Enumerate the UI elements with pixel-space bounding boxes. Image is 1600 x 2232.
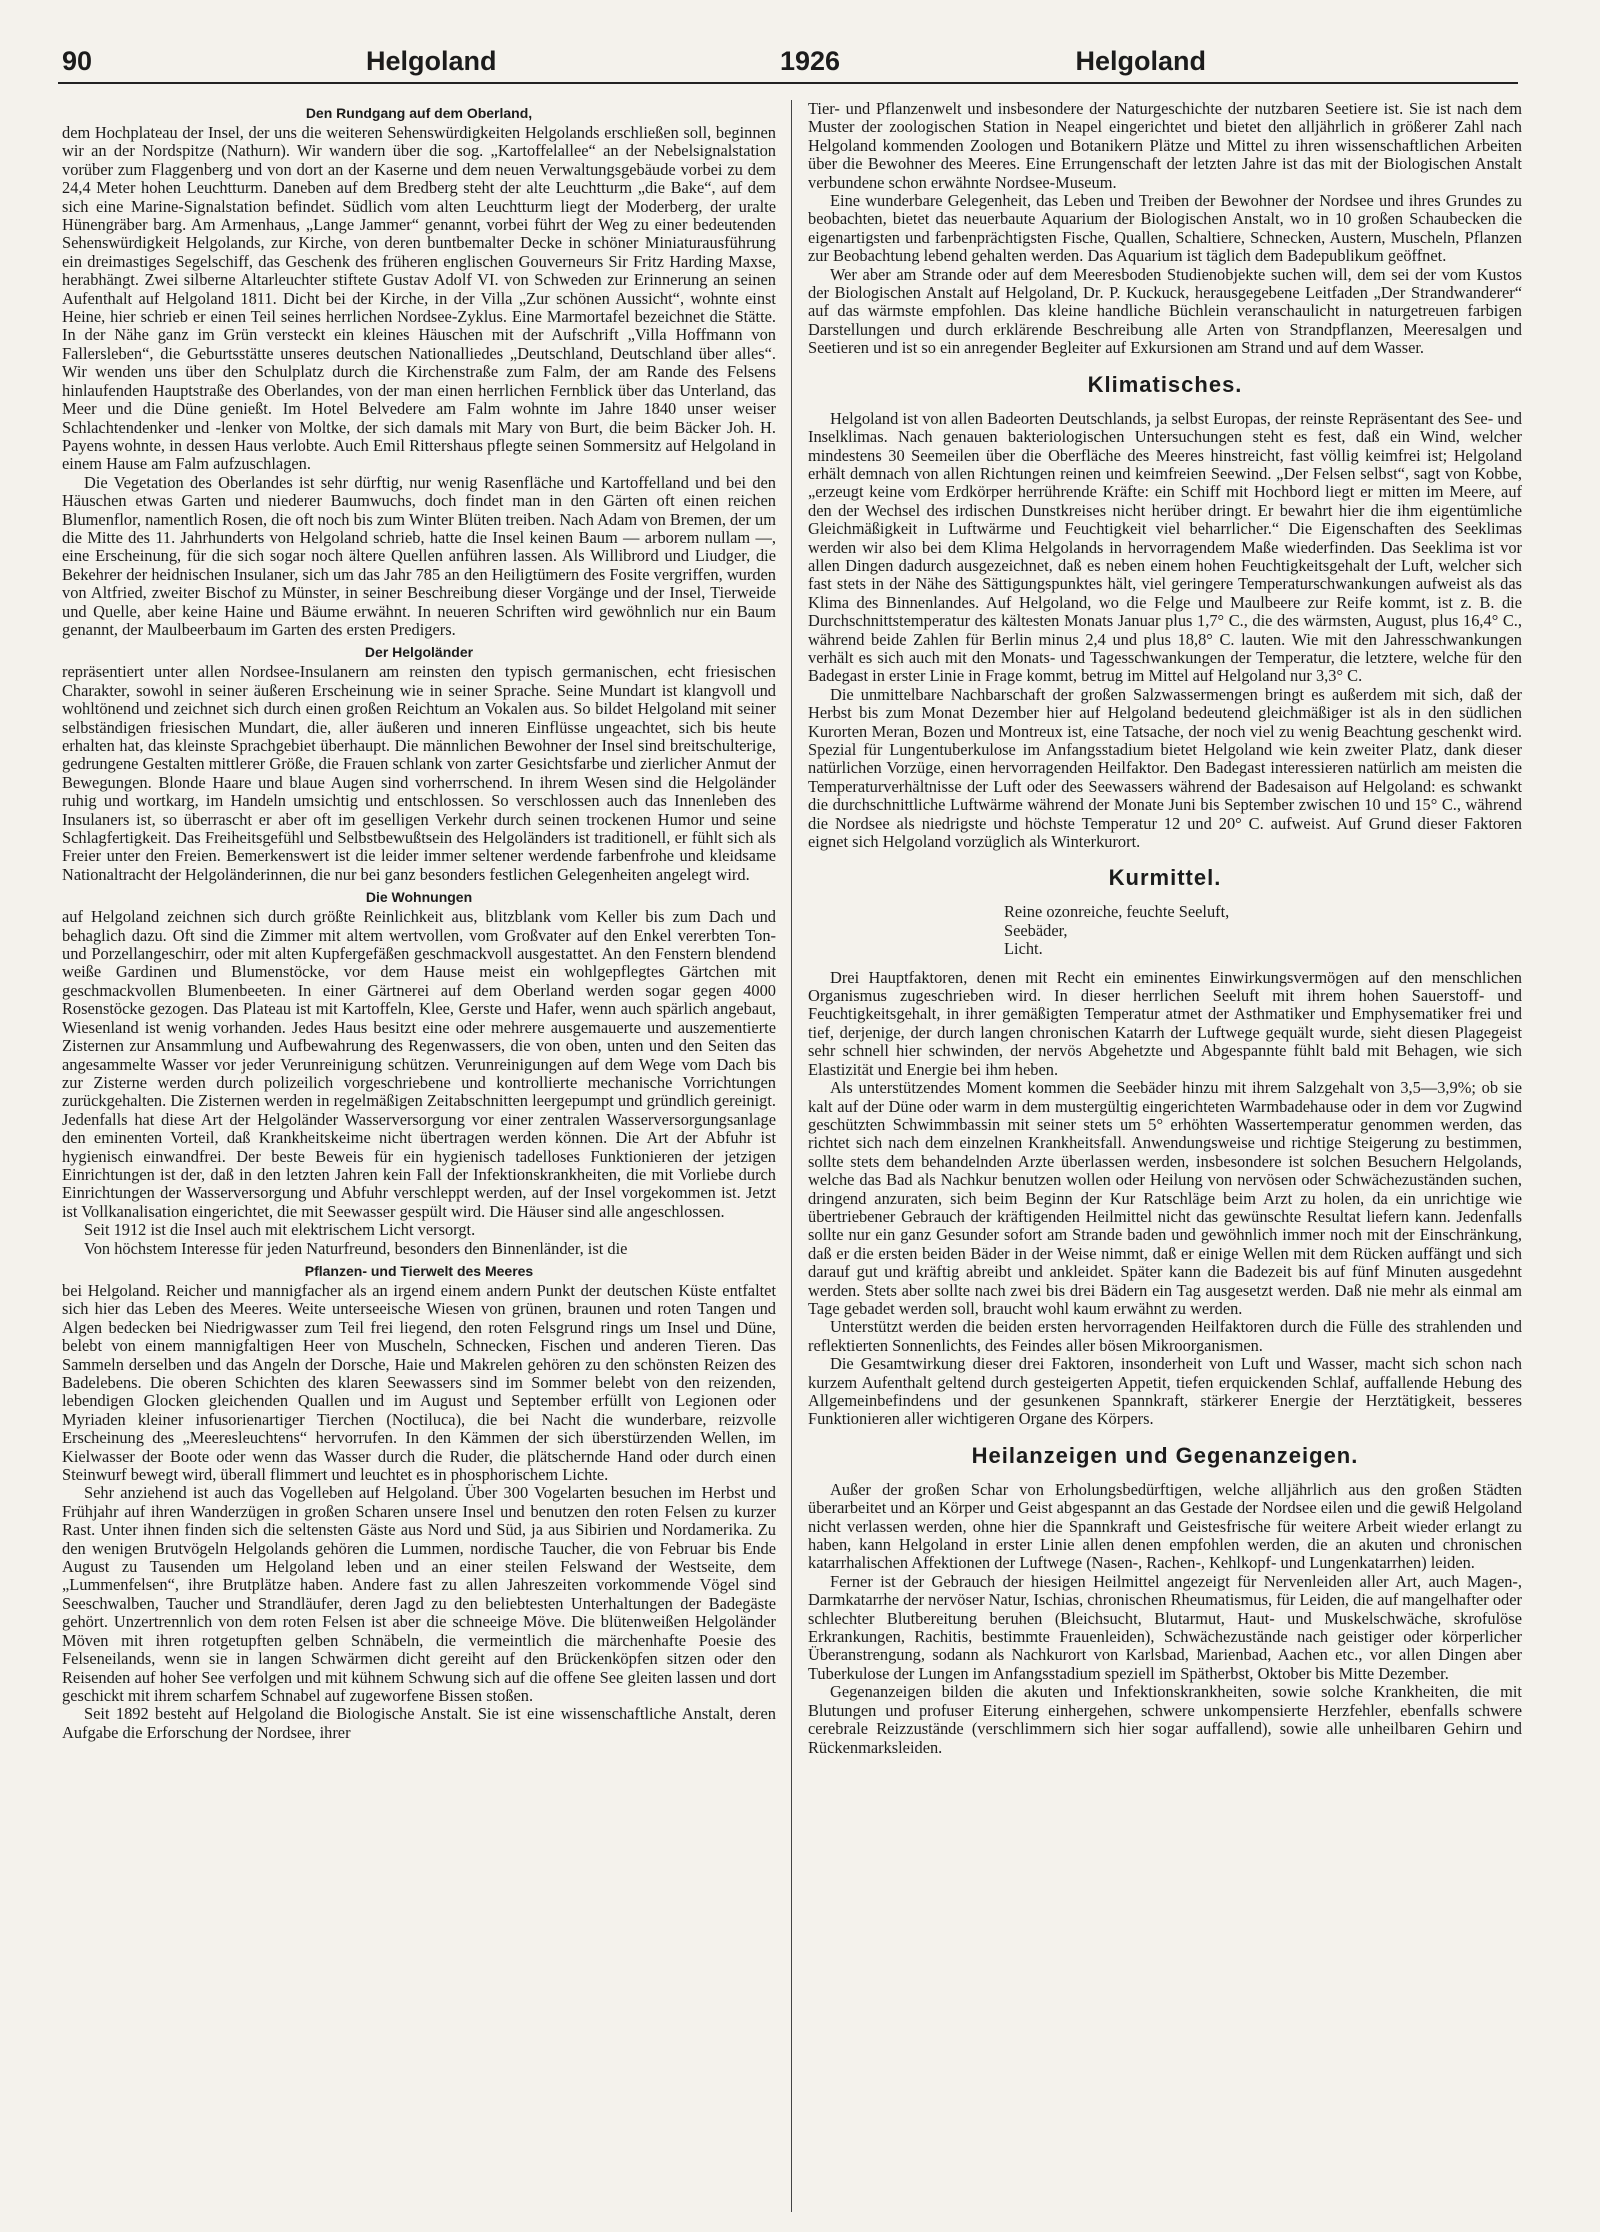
running-title-right: Helgoland <box>1075 46 1206 76</box>
paragraph: Unterstützt werden die beiden ersten hervorragenden Heilfaktoren durch die Fülle des strahlenden und reflektierten Sonnenlichts, des Feindes aller bösen Mikroorganismen. <box>808 1317 1522 1355</box>
paragraph: Eine wunderbare Gelegenheit, das Leben und Treiben der Bewohner der Nordsee und ihres Grundes zu beobachten, bietet das neuerbaute Aquarium der Biologischen Anstalt, wo in 10 großen Schaubecken die eigenartigsten und farbenprächtigsten Fische, Quallen, Schaltiere, Schnecken, Austern, Muscheln, Pflanzen zur Beobachtung lebend gehalten werden. Das Aquarium ist täglich dem Badepublikum geöffnet. <box>808 191 1522 266</box>
paragraph: Seit 1912 ist die Insel auch mit elektrischem Licht versorgt. <box>84 1220 476 1240</box>
heading-pflanzen-tierwelt: Pflanzen- und Tierwelt des Meeres <box>304 1262 534 1279</box>
right-column <box>808 100 1522 2212</box>
list-item: Reine ozonreiche, feuchte Seeluft, <box>1004 902 1230 922</box>
paragraph: Drei Hauptfaktoren, denen mit Recht ein eminentes Einwirkungsvermögen auf den menschlichen Organismus zugeschrieben wird. In dieser herrlichen Seeluft mit ihrem hohen Sauerstoff- und Feuchtigkeitsgehalt, in ihrer gemäßigten Temperatur atmet der Asthmatiker und Emphysematiker frei und tief, derjenige, der durch langen chronischen Katarrh der Luftwege gequält wurde, sieht diesen Plagegeist sehr schnell hier schwinden, der nervös Abgehetzte und Abgespannte fühlt bald mit Behagen, wie sich Elastizität und Energie bei ihm heben. <box>808 967 1522 1079</box>
heading-heilanzeigen: Heilanzeigen und Gegenanzeigen. <box>971 1442 1359 1468</box>
paragraph: Sehr anziehend ist auch das Vogelleben auf Helgoland. Über 300 Vogelarten besuchen im Herbst und Frühjahr auf ihren Wanderzügen in großen Scharen unsere Insel und benutzen den roten Felsen zu kurzer Rast. Unter ihnen finden sich die seltensten Gäste aus Nord und Süd, ja aus Sibirien und Nordamerika. Zu den wenigen Brutvögeln Helgolands gehören die Lummen, nordische Taucher, die von Februar bis Ende August zu Tausenden um Helgoland leben und an einer steilen Felswand der Westseite, dem „Lummenfelsen“, ihre Brutplätze haben. Andere fast zu allen Jahreszeiten vorkommende Vögel sind Seeschwalben, Taucher und Strandläufer, deren Jagd zu den beliebtesten Unterhaltungen der Badegäste gehört. Unzertrennlich von dem roten Felsen ist aber die schneeige Möve. Die blütenweißen Helgoländer Möven mit ihren rotgetupften gelben Schnäbeln, die vermeintlich die märchenhafte Poesie des Felseneilands, wenn sie in langen Schwärmen dicht gereiht auf den Brückenköpfen sitzen oder den Reisenden auf hoher See verfolgen und mit kühnem Schwung sich auf die offene See gleiten lassen und dort geschickt mit ihrem scharfem Schnabel auf zugeworfene Bissen stoßen. <box>62 1483 776 1705</box>
paragraph: Tier- und Pflanzenwelt und insbesondere der Naturgeschichte der nutzbaren Seetiere ist. Sie ist nach dem Muster der zoologischen Station in Neapel eingerichtet und bietet den alljährlich in größerer Zahl nach Helgoland kommenden Zoologen und Botanikern Plätze und Mittel zu ihren wissenschaftlichen Arbeiten über die Bewohner des Meeres. Eine Errungenschaft der letzten Jahre ist das mit der Biologischen Anstalt verbundene schon erwähnte Nordsee-Museum. <box>808 100 1522 192</box>
page-header <box>58 42 1518 84</box>
list-item: Licht. <box>1004 939 1043 959</box>
heading-oberland: Den Rundgang auf dem Oberland, <box>305 105 533 121</box>
column-divider <box>791 100 792 2212</box>
running-title-left: Helgoland <box>366 46 497 76</box>
page-number: 90 <box>62 46 93 76</box>
paragraph: auf Helgoland zeichnen sich durch größte Reinlichkeit aus, blitzblank vom Keller bis zum Dach und behaglich dazu. Oft sind die Zimmer mit altem wertvollen, vom Großvater auf den Enkel vererbten Ton- und Porzellangeschirr, oder mit alten Kupfergefäßen geschmackvoll ausgestattet. An den Fenstern blendend weiße Gardinen und Blumenstöcke, vor dem Hause meist ein wohlgepflegtes Gärtchen mit geschmackvollen Blumenbeeten. In einer Gärtnerei auf dem Oberland werden sogar gegen 4000 Rosenstöcke gezogen. Das Plateau ist mit Kartoffeln, Klee, Gerste und Hafer, wenn auch spärlich angebaut, Wiesenland ist wenig vorhanden. Jedes Haus besitzt eine oder mehrere ausgemauerte und auszementierte Zisternen zur Ansammlung und Aufbewahrung des Regenwassers, die von oben, unten und den Seiten das angesammelte Wasser vor jeder Verunreinigung schützen. Verunreinigungen auf dem Wege vom Dach bis zur Zisterne werden durch polizeilich vorgeschriebene und kontrollierte mechanische Vorrichtungen zurückgehalten. Die Zisternen werden in regelmäßigen Zeitabschnitten leergepumpt und gründlich gereinigt. Jedenfalls hat diese Art der Helgoländer Wasserversorgung vor einer zentralen Wasserversorgungsanlage den eminenten Vorteil, daß Krankheitskeime nicht übertragen werden können. Die Art der Abfuhr ist hygienisch einwandfrei. Der beste Beweis für ein hygienisch tadelloses Funktionieren der jetzigen Einrichtungen ist der, daß in den letzten Jahren kein Fall der Infektionskrankheiten, die mit Vorliebe durch Einrichtungen der Wasserversorgung und Abfuhr verschleppt werden, auf der Insel vorgekommen ist. Jetzt ist Vollkanalisation eingerichtet, die mit Seewasser gespült wird. Die Häuser sind alle angeschlossen. <box>62 907 776 1221</box>
paragraph: Seit 1892 besteht auf Helgoland die Biologische Anstalt. Sie ist eine wissenschaftliche Anstalt, deren Aufgabe die Erforschung der Nordsee, ihrer <box>62 1704 776 1742</box>
paragraph: Ferner ist der Gebrauch der hiesigen Heilmittel angezeigt für Nervenleiden aller Art, auch Magen-, Darmkatarrhe der nervöser Natur, Ischias, chronischen Rheumatismus, für Leiden, die auf mangelhafter oder schlechter Blutbereitung beruhen (Bleichsucht, Blutarmut, Haut- und Muskelschwäche, skrofulöse Erkrankungen, Rachitis, bestimmte Frauenleiden), Schwächezustände nach geistiger oder körperlicher Überanstrengung, sodann als Nachkurort von Karlsbad, Marienbad, Aachen etc., vor allen Dingen aber Tuberkulose der Lungen im Anfangsstadium speziell im Spätherbst, Oktober bis Mitte Dezember. <box>808 1571 1522 1683</box>
paragraph: Außer der großen Schar von Erholungsbedürftigen, welche alljährlich aus den großen Städten überarbeitet und an Körper und Geist abgespannt an das Gestade der Nordsee eilen und die gewiß Helgoland nicht verlassen werden, ohne hier die Spannkraft und Geistesfrische für weitere Arbeit wieder erlangt zu haben, kann Helgoland in erster Linie allen denen empfohlen werden, die an akuten und chronischen katarrhalischen Affektionen der Luftwege (Nasen-, Rachen-, Kehlkopf- und Lungenkatarrhen) leiden. <box>808 1479 1522 1573</box>
paragraph: Gegenanzeigen bilden die akuten und Infektionskrankheiten, sowie solche Krankheiten, die mit Blutungen und profuser Eiterung einhergehen, schwere unkompensierte Herzfehler, ebenfalls schwere cerebrale Reizzustände (verschlimmern sich hier sogar auffallend), sowie alle unheilbaren Gehirn und Rückenmarksleiden. <box>808 1682 1522 1757</box>
paragraph: Als unterstützendes Moment kommen die Seebäder hinzu mit ihrem Salzgehalt von 3,5—3,9%; ob sie kalt auf der Düne oder warm in dem mustergültig eingerichteten Warmbadehause oder in dem vor Zugwind geschützten Schwimmbassin mit seiner stets um 5° erhöhten Wassertemperatur genommen werden, das richtet sich nach dem einzelnen Krankheitsfall. Anwendungsweise und richtige Steigerung zu bestimmen, sollte stets dem behandelnden Arzte überlassen werden, insbesondere ist solchen Besuchern Helgolands, welche das Bad als Nachkur benutzen wollen oder Heilung von nervösen oder Schwächezuständen suchen, dringend anzuraten, sich beim Beginn der Kur Ratschläge beim Arzt zu holen, da ein unrichtige wie übertriebener Gebrauch der kräftigenden Heilmittel nicht das gewünschte Resultat liefern kann. Jedenfalls sollte nur ein ganz Gesunder sofort am Strande baden und gewöhnlich immer noch mit der Einschränkung, daß er die ersten beiden Bäder in der Weise nimmt, daß er einige Wellen mit dem Rücken auffängt und sich darauf gut und kräftig abreibt und ankleidet. Später kann die Badezeit bis auf fünf Minuten ausgedehnt werden. Stets aber sollte nach zwei bis drei Bädern ein Tag ausgesetzt werden. Daß nie mehr als einmal am Tage gebadet werden soll, braucht wohl kaum erwähnt zu werden. <box>808 1078 1522 1318</box>
paragraph: Wer aber am Strande oder auf dem Meeresboden Studienobjekte suchen will, dem sei der vom Kustos der Biologischen Anstalt auf Helgoland, Dr. P. Kuckuck, herausgegebene Leitfaden „Der Strandwanderer“ auf das wärmste empfohlen. Das kleine handliche Büchlein veranschaulicht in naturgetreuen farbigen Darstellungen und durch erklärende Beschreibung alle Arten von Strandpflanzen, Meeresalgen und Seetieren und ist so ein anregender Begleiter auf Exkursionen am Strand und auf dem Wasser. <box>808 264 1522 358</box>
paragraph: Die Gesamtwirkung dieser drei Faktoren, insonderheit von Luft und Wasser, macht sich schon nach kurzem Aufenthalt geltend durch gesteigerten Appetit, tiefen erquickenden Schlaf, auffallende Hebung des Allgemeinbefindens und der gesunkenen Spannkraft, stärkerer Energie der Herztätigkeit, besseres Funktionieren aller wichtigeren Organe des Körpers. <box>808 1354 1522 1429</box>
paragraph: Von höchstem Interesse für jeden Naturfreund, besonders den Binnenländer, ist die <box>84 1238 628 1258</box>
left-column <box>62 100 776 2212</box>
paragraph: bei Helgoland. Reicher und mannigfacher als an irgend einem andern Punkt der deutschen Küste entfaltet sich hier das Leben des Meeres. Weite unterseeische Wiesen von grünen, braunen und roten Tangen und Algen bedecken bei Niedrigwasser zum Teil frei liegend, den roten Felsgrund rings um Insel und Düne, belebt von einem mannigfaltigen Heer von Muscheln, Schnecken, Fischen und anderen Tieren. Das Sammeln derselben und das Angeln der Dorsche, Haie und Makrelen gehören zu den schönsten Reizen des Badelebens. Die oberen Schichten des klaren Seewassers sind im Sommer belebt von den reizenden, lebendigen Glocken gleichenden Quallen und im August und September erfüllt von Legionen oder Myriaden kleiner infusorienartiger Tierchen (Noctiluca), die bei Nacht die wunderbare, reizvolle Erscheinung des „Meeresleuchtens“ hervorrufen. In den Kämmen der sich überstürzenden Wellen, im Kielwasser der Boote oder wenn das Wasser durch die Ruder, die plätschernde Hand oder durch einen Steinwurf bewegt wird, überall flimmert und leuchtet es in phosphorischem Lichte. <box>62 1280 776 1485</box>
paragraph: Helgoland ist von allen Badeorten Deutschlands, ja selbst Europas, der reinste Repräsentant des See- und Inselklimas. Nach genauen bakteriologischen Untersuchungen steht es fest, daß ein Wind, welcher mindestens 30 Seemeilen über die Oberfläche des Meeres hinstreicht, fast völlig keimfrei ist; Helgoland erhält demnach von allen Richtungen reinen und keimfreien Seewind. „Der Felsen selbst“, sagt von Kobbe, „erzeugt keine vom Erdkörper herrührende Kräfte: ein Schiff mit Hochbord liegt er mitten im Meere, auf den der Wechsel des irdischen Dunstkreises nicht herüber dringt. Er bewahrt hier die ihm eigentümliche Gleichmäßigkeit in Luftwärme und Feuchtigkeit viel beharrlicher.“ Die Eigenschaften des Seeklimas werden wir also bei dem Klima Helgolands in hervorragendem Maße wiederfinden. Das Seeklima ist vor allen Dingen dadurch ausgezeichnet, daß es neben einem hohen Feuchtigkeitsgehalt der Luft, welcher sich fast stets in der Nähe des Sättigungspunktes hält, viel geringere Temperaturschwankungen aufweist als das Klima des Binnenlandes. Auf Helgoland, wo die Felge und Maulbeere zur Reife kommt, ist z. B. die Durchschnittstemperatur des kältesten Monats Januar plus 1,7° C., die des wärmsten, August, plus 16,4° C., während beide Zahlen für Berlin minus 2,4 und plus 18,8° C. lauten. Wie mit den Jahresschwankungen verhält es sich auch mit den Monats- und Tagesschwankungen der Temperatur, die letztere, welche für den Badegast in erster Linie in Frage kommt, betrug im Mittel auf Helgoland nur 3,3° C. <box>808 408 1522 686</box>
paragraph: Die Vegetation des Oberlandes ist sehr dürftig, nur wenig Rasenfläche und Kartoffelland und bei den Häuschen etwas Garten und niederer Baumwuchs, doch findet man in den Gärten oft einen reichen Blumenflor, namentlich Rosen, die oft noch bis zum Winter Blüten treiben. Nach Adam von Bremen, der um die Mitte des 11. Jahrhunderts von Helgoland schrieb, hatte die Insel keinen Baum — arborem nullam —, eine Erscheinung, für die sich sogar noch ältere Quellen anführen lassen. Als Willibrord und Liudger, die Bekehrer der heidnischen Insulaner, sich um das Jahr 785 an den Heiligtümern des Fosite vergriffen, wurden von Altfried, zweiter Bischof zu Münster, in seiner Beschreibung dieser Vorgänge und der Insel, Tierweide und Quelle, aber keine Haine und Bäume erwähnt. In neueren Schriften wird gewöhnlich nur ein Baum genannt, der Maulbeerbaum im Garten des ersten Predigers. <box>62 472 776 639</box>
heading-kurmittel: Kurmittel. <box>1108 865 1222 891</box>
heading-wohnungen: Die Wohnungen <box>365 889 473 906</box>
list-item: Seebäder, <box>1004 920 1068 940</box>
paragraph: Die unmittelbare Nachbarschaft der großen Salzwassermengen bringt es außerdem mit sich, daß der Herbst bis zum Monat Dezember hier auf Helgoland bedeutend gleichmäßiger ist als in den südlichen Kurorten Meran, Bozen und Montreux ist, eine Tatsache, der noch viel zu wenig Beachtung geschenkt wird. Spezial für Lungentuberkulose im Anfangsstadium bietet Helgoland wie kein zweiter Platz, dank dieser natürlichen Vorzüge, einen hervorragenden Heilfaktor. Den Badegast interessieren natürlich am meisten die Temperaturverhältnisse der Luft oder des Seewassers während der Badesaison auf Helgoland: es schwankt die durchschnittliche Luftwärme während der Monate Juni bis September zwischen 10 und 15° C., während die Nordsee als niedrigste und höchste Temperatur 12 und 20° C. aufweist. Auf Grund dieser Faktoren eignet sich Helgoland vorzüglich als Winterkurort. <box>808 684 1522 852</box>
heading-helgolaender: Der Helgoländer <box>364 644 474 661</box>
paragraph: repräsentiert unter allen Nordsee-Insulanern am reinsten den typisch germanischen, echt friesischen Charakter, sowohl in seiner äußeren Erscheinung wie in seiner Sprache. Seine Mundart ist klangvoll und wohltönend und zeichnet sich durch einen großen Reichtum an Vokalen aus. So bildet Helgoland mit seiner selbständigen friesischen Mundart, die, aller äußeren und inneren Einflüsse ungeachtet, sich bis heute erhalten hat, das kleinste Sprachgebiet überhaupt. Die männlichen Bewohner der Insel sind breitschulterige, gedrungene Gestalten mittlerer Größe, die Frauen schlank von zarter Gesichtsfarbe und zierlicher Anmut der Bewegungen. Blonde Haare und blaue Augen sind vorherrschend. In ihrem Wesen sind die Helgoländer ruhig und wortkarg, im Handeln umsichtig und entschlossen. So verschlossen auch das Innenleben des Insulaners ist, so überrascht er aber oft im geselligen Verkehr durch seinen trockenen Humor und seine Schlagfertigkeit. Das Freiheitsgefühl und Selbstbewußtsein des Helgoländers ist traditionell, er fühlt sich als Freier unter den Freien. Bemerkenswert ist die leider immer seltener werdende farbenfrohe und kleidsame Nationaltracht der Helgoländerinnen, die nur bei ganz besonders festlichen Gelegenheiten angelegt wird. <box>62 662 776 884</box>
heading-klimatisches: Klimatisches. <box>1087 371 1243 397</box>
kurmittel-list <box>1004 903 1522 958</box>
running-year: 1926 <box>780 46 841 76</box>
paragraph: dem Hochplateau der Insel, der uns die weiteren Sehenswürdigkeiten Helgolands erschließen soll, beginnen wir an der Nordspitze (Nathurn). Wir wandern über die sog. „Kartoffelallee“ an der Nebelsignalstation vorüber zum Flaggenberg und von dort an der Kaserne und dem neuen Verwaltungsgebäude vorbei zu dem 24,4 Meter hohen Leuchtturm. Daneben auf dem Bredberg steht der alte Leuchtturm „die Bake“, auf dem sich eine Marine-Signalstation befindet. Südlich vom alten Leuchtturm liegt der Moderberg, der uralte Hünengräber barg. Am Armenhaus, „Lange Jammer“ genannt, vorbei führt der Weg zu einer bedeutenden Sehenswürdigkeit Helgolands, zur Kirche, von deren buntbemalter Decke in schöner Miniaturausführung ein dreimastiges Segelschiff, das Geschenk des früheren englischen Gouverneurs Sir Fritz Harding Maxse, herabhängt. Zwei silberne Altarleuchter stiftete Gustav Adolf VI. von Schweden zur Erinnerung an seinen Aufenthalt auf Helgoland 1811. Dicht bei der Kirche, in der Villa „Zur schönen Aussicht“, wohnte einst Heine, hier schrieb er einen Teil seines herrlichen Nordsee-Zyklus. Eine Marmortafel bezeichnet die Stätte. In der Nähe ganz im Grün versteckt ein kleines Häuschen mit der Aufschrift „Villa Hoffmann von Fallersleben“, die Geburtsstätte unseres deutschen Nationalliedes „Deutschland, Deutschland über alles“. Wir wenden uns über den Schulplatz durch die Kirchenstraße zum Falm, der am Rande des Felsens hinlaufenden Hauptstraße des Oberlandes, von der man einen herrlichen Fernblick über das Unterland, das Meer und die Düne genießt. Im Hotel Belvedere am Falm wohnte im Jahre 1840 unser weiser Schlachtendenker und -lenker von Moltke, der sich damals mit Mary von Burt, die beim Bäcker Joh. H. Payens wohnte, in dessen Haus verlobte. Auch Emil Rittershaus pflegte seinen Sommersitz auf Helgoland in einem Hause am Falm aufzuschlagen. <box>62 123 776 474</box>
